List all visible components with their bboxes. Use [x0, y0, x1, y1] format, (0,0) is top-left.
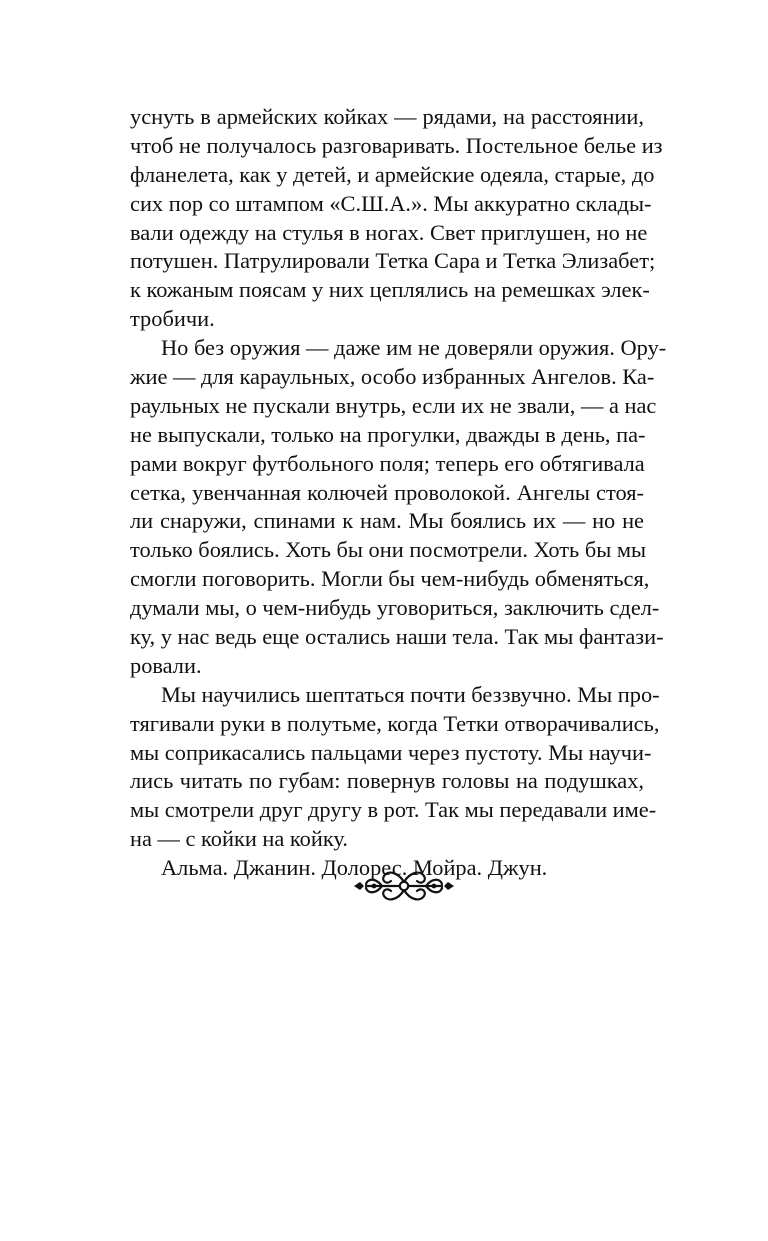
book-page-body	[130, 103, 667, 883]
text-line: раульных не пускали внутрь, если их не звали, — а нас	[130, 392, 657, 418]
text-line: потушен. Патрулировали Тетка Сара и Тетка Элизабет;	[130, 248, 656, 274]
text-line: на — с койки на койку.	[130, 826, 348, 852]
text-line: рами вокруг футбольного поля; теперь его обтягивала	[130, 450, 645, 476]
text-line: уснуть в армейских койках — рядами, на расстоянии,	[130, 104, 644, 129]
text-line: мы соприкасались пальцами через пустоту. Мы научи-	[130, 739, 652, 765]
text-line: лись читать по губам: повернув головы на подушках,	[130, 768, 644, 794]
text-line: Альма. Джанин. Долорес. Мойра. Джун.	[161, 855, 548, 881]
text-line: ли снаружи, спинами к нам. Мы боялись их — но не	[130, 508, 644, 534]
text-line: жие — для караульных, особо избранных Ангелов. Ка-	[130, 364, 655, 390]
text-line: не выпускали, только на прогулки, дважды в день, па-	[130, 421, 646, 447]
text-line: только боялись. Хоть бы они посмотрели. Хоть бы мы	[130, 537, 647, 563]
text-line: думали мы, о чем-нибудь уговориться, заключить сдел-	[130, 595, 660, 621]
text-line: чтоб не получалось разговаривать. Постельное белье из	[130, 132, 663, 158]
text-line: сих пор со штампом «С.Ш.А.». Мы аккуратно склады-	[130, 190, 652, 216]
text-line: смогли поговорить. Могли бы чем-нибудь обменяться,	[130, 566, 650, 592]
text-line: вали одежду на стулья в ногах. Свет приглушен, но не	[130, 219, 648, 245]
text-line: тягивали руки в полутьме, когда Тетки отворачивались,	[130, 710, 660, 736]
ornamental-flourish-divider-icon	[352, 862, 456, 910]
text-line: к кожаным поясам у них цеплялись на ремешках элек-	[130, 277, 650, 303]
text-line: ку, у нас ведь еще остались наши тела. Так мы фантази-	[130, 624, 664, 650]
paragraph-3	[130, 681, 660, 854]
text-line: Мы научились шептаться почти беззвучно. Мы про-	[161, 681, 660, 707]
text-line: Но без оружия — даже им не доверяли оружия. Ору-	[161, 335, 667, 361]
text-line: ровали.	[130, 652, 202, 678]
paragraph-2	[130, 334, 667, 681]
text-line: мы смотрели друг другу в рот. Так мы передавали име-	[130, 797, 657, 823]
text-line: тробичи.	[130, 306, 215, 332]
text-line: сетка, увенчанная колючей проволокой. Ангелы стоя-	[130, 479, 644, 505]
text-line: фланелета, как у детей, и армейские одеяла, старые, до	[130, 161, 655, 187]
paragraph-1	[130, 103, 663, 334]
